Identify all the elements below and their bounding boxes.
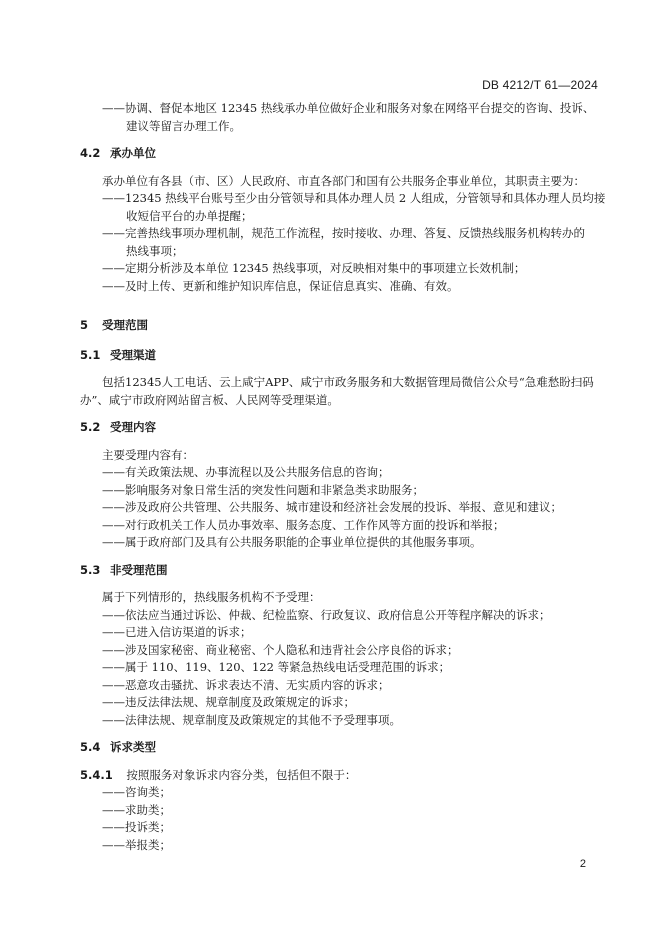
list-item: ——法律法规、规章制度及政策规定的其他不予受理事项。 <box>102 712 401 727</box>
list-item: ——咨询类； <box>102 785 171 799</box>
list-item: ——已进入信访渠道的诉求； <box>102 625 252 639</box>
section-number: 5.4 <box>80 740 101 754</box>
list-item: ——属于 110、119、120、122 等紧急热线电话受理范围的诉求； <box>102 660 451 674</box>
subsection-text: 按照服务对象诉求内容分类，包括但不限于： <box>126 767 357 782</box>
section-heading-5-2 <box>80 419 600 437</box>
subsection-5-4-1 <box>80 767 600 785</box>
section-number: 5.1 <box>80 347 101 362</box>
list-item: ——定期分析涉及本单位 12345 热线事项，对反映相对集中的事项建立长效机制； <box>102 261 526 275</box>
subsection-number: 5.4.1 <box>80 767 113 782</box>
list-item-continuation: 收短信平台的办单提醒； <box>126 208 253 223</box>
list-item: ——涉及政府公共管理、公共服务、城市建设和经济社会发展的投诉、举报、意见和建议； <box>102 500 562 514</box>
list-item: ——有关政策法规、办事流程以及公共服务信息的咨询； <box>102 465 390 479</box>
list-item-continuation: 热线事项； <box>126 243 184 258</box>
list-item: ——举报类； <box>102 837 171 852</box>
list-item: ——属于政府部门及具有公共服务职能的企事业单位提供的其他服务事项。 <box>102 535 482 549</box>
section-title: 承办单位 <box>110 146 157 160</box>
section-heading-5-1 <box>80 347 600 365</box>
list-item: ——影响服务对象日常生活的突发性问题和非紧急类求助服务； <box>102 482 424 497</box>
list-item: ——求助类； <box>102 802 171 817</box>
document-body <box>80 100 606 854</box>
section-heading-5 <box>80 317 600 335</box>
list-item: ——完善热线事项办理机制，规范工作流程，按时接收、办理、答复、反馈热线服务机构转办的 <box>102 226 585 240</box>
list-item: ——投诉类； <box>102 820 171 834</box>
section-title: 受理范围 <box>102 318 149 332</box>
list-item: ——依法应当通过诉讼、仲裁、纪检监察、行政复议、政府信息公开等程序解决的诉求； <box>102 607 551 622</box>
section-heading-5-3 <box>80 562 600 580</box>
section-title: 受理渠道 <box>110 347 157 362</box>
document-code: DB 4212/T 61—2024 <box>482 78 598 92</box>
list-item-continuation: 建议等留言办理工作。 <box>126 118 241 133</box>
section-number: 5 <box>80 318 89 332</box>
section-number: 5.3 <box>80 562 101 577</box>
section-title: 非受理范围 <box>110 562 168 577</box>
section-heading-5-4 <box>80 739 600 757</box>
list-item: ——12345 热线平台账号至少由分管领导和具体办理人员 2 人组成，分管领导和具体办理人员均接 <box>102 191 606 205</box>
section-title: 诉求类型 <box>110 740 157 754</box>
list-item: ——对行政机关工作人员办事效率、服务态度、工作作风等方面的投诉和举报； <box>102 517 505 532</box>
paragraph: 包括12345人工电话、云上咸宁APP、咸宁市政务服务和大数据管理局微信公众号“急难愁盼扫码 <box>102 375 594 389</box>
page-number: 2 <box>579 858 586 870</box>
section-heading-4-2 <box>80 145 600 163</box>
section-title: 受理内容 <box>110 420 157 434</box>
paragraph-continuation: 办”、咸宁市政府网站留言板、人民网等受理渠道。 <box>80 392 339 407</box>
paragraph: 属于下列情形的，热线服务机构不予受理： <box>102 590 321 604</box>
list-item: ——违反法律法规、规章制度及政策规定的诉求； <box>102 695 355 709</box>
list-item: ——恶意攻击骚扰、诉求表达不清、无实质内容的诉求； <box>102 677 390 692</box>
list-item: ——及时上传、更新和维护知识库信息，保证信息真实、准确、有效。 <box>102 278 459 293</box>
list-item: ——协调、督促本地区 12345 热线承办单位做好企业和服务对象在网络平台提交的咨询、投诉、 <box>102 101 595 115</box>
paragraph: 承办单位有各县（市、区）人民政府、市直各部门和国有公共服务企事业单位，其职责主要为： <box>102 173 585 188</box>
list-item: ——涉及国家秘密、商业秘密、个人隐私和违背社会公序良俗的诉求； <box>102 642 459 657</box>
section-number: 4.2 <box>80 146 101 160</box>
paragraph: 主要受理内容有： <box>102 447 194 462</box>
section-number: 5.2 <box>80 420 101 434</box>
